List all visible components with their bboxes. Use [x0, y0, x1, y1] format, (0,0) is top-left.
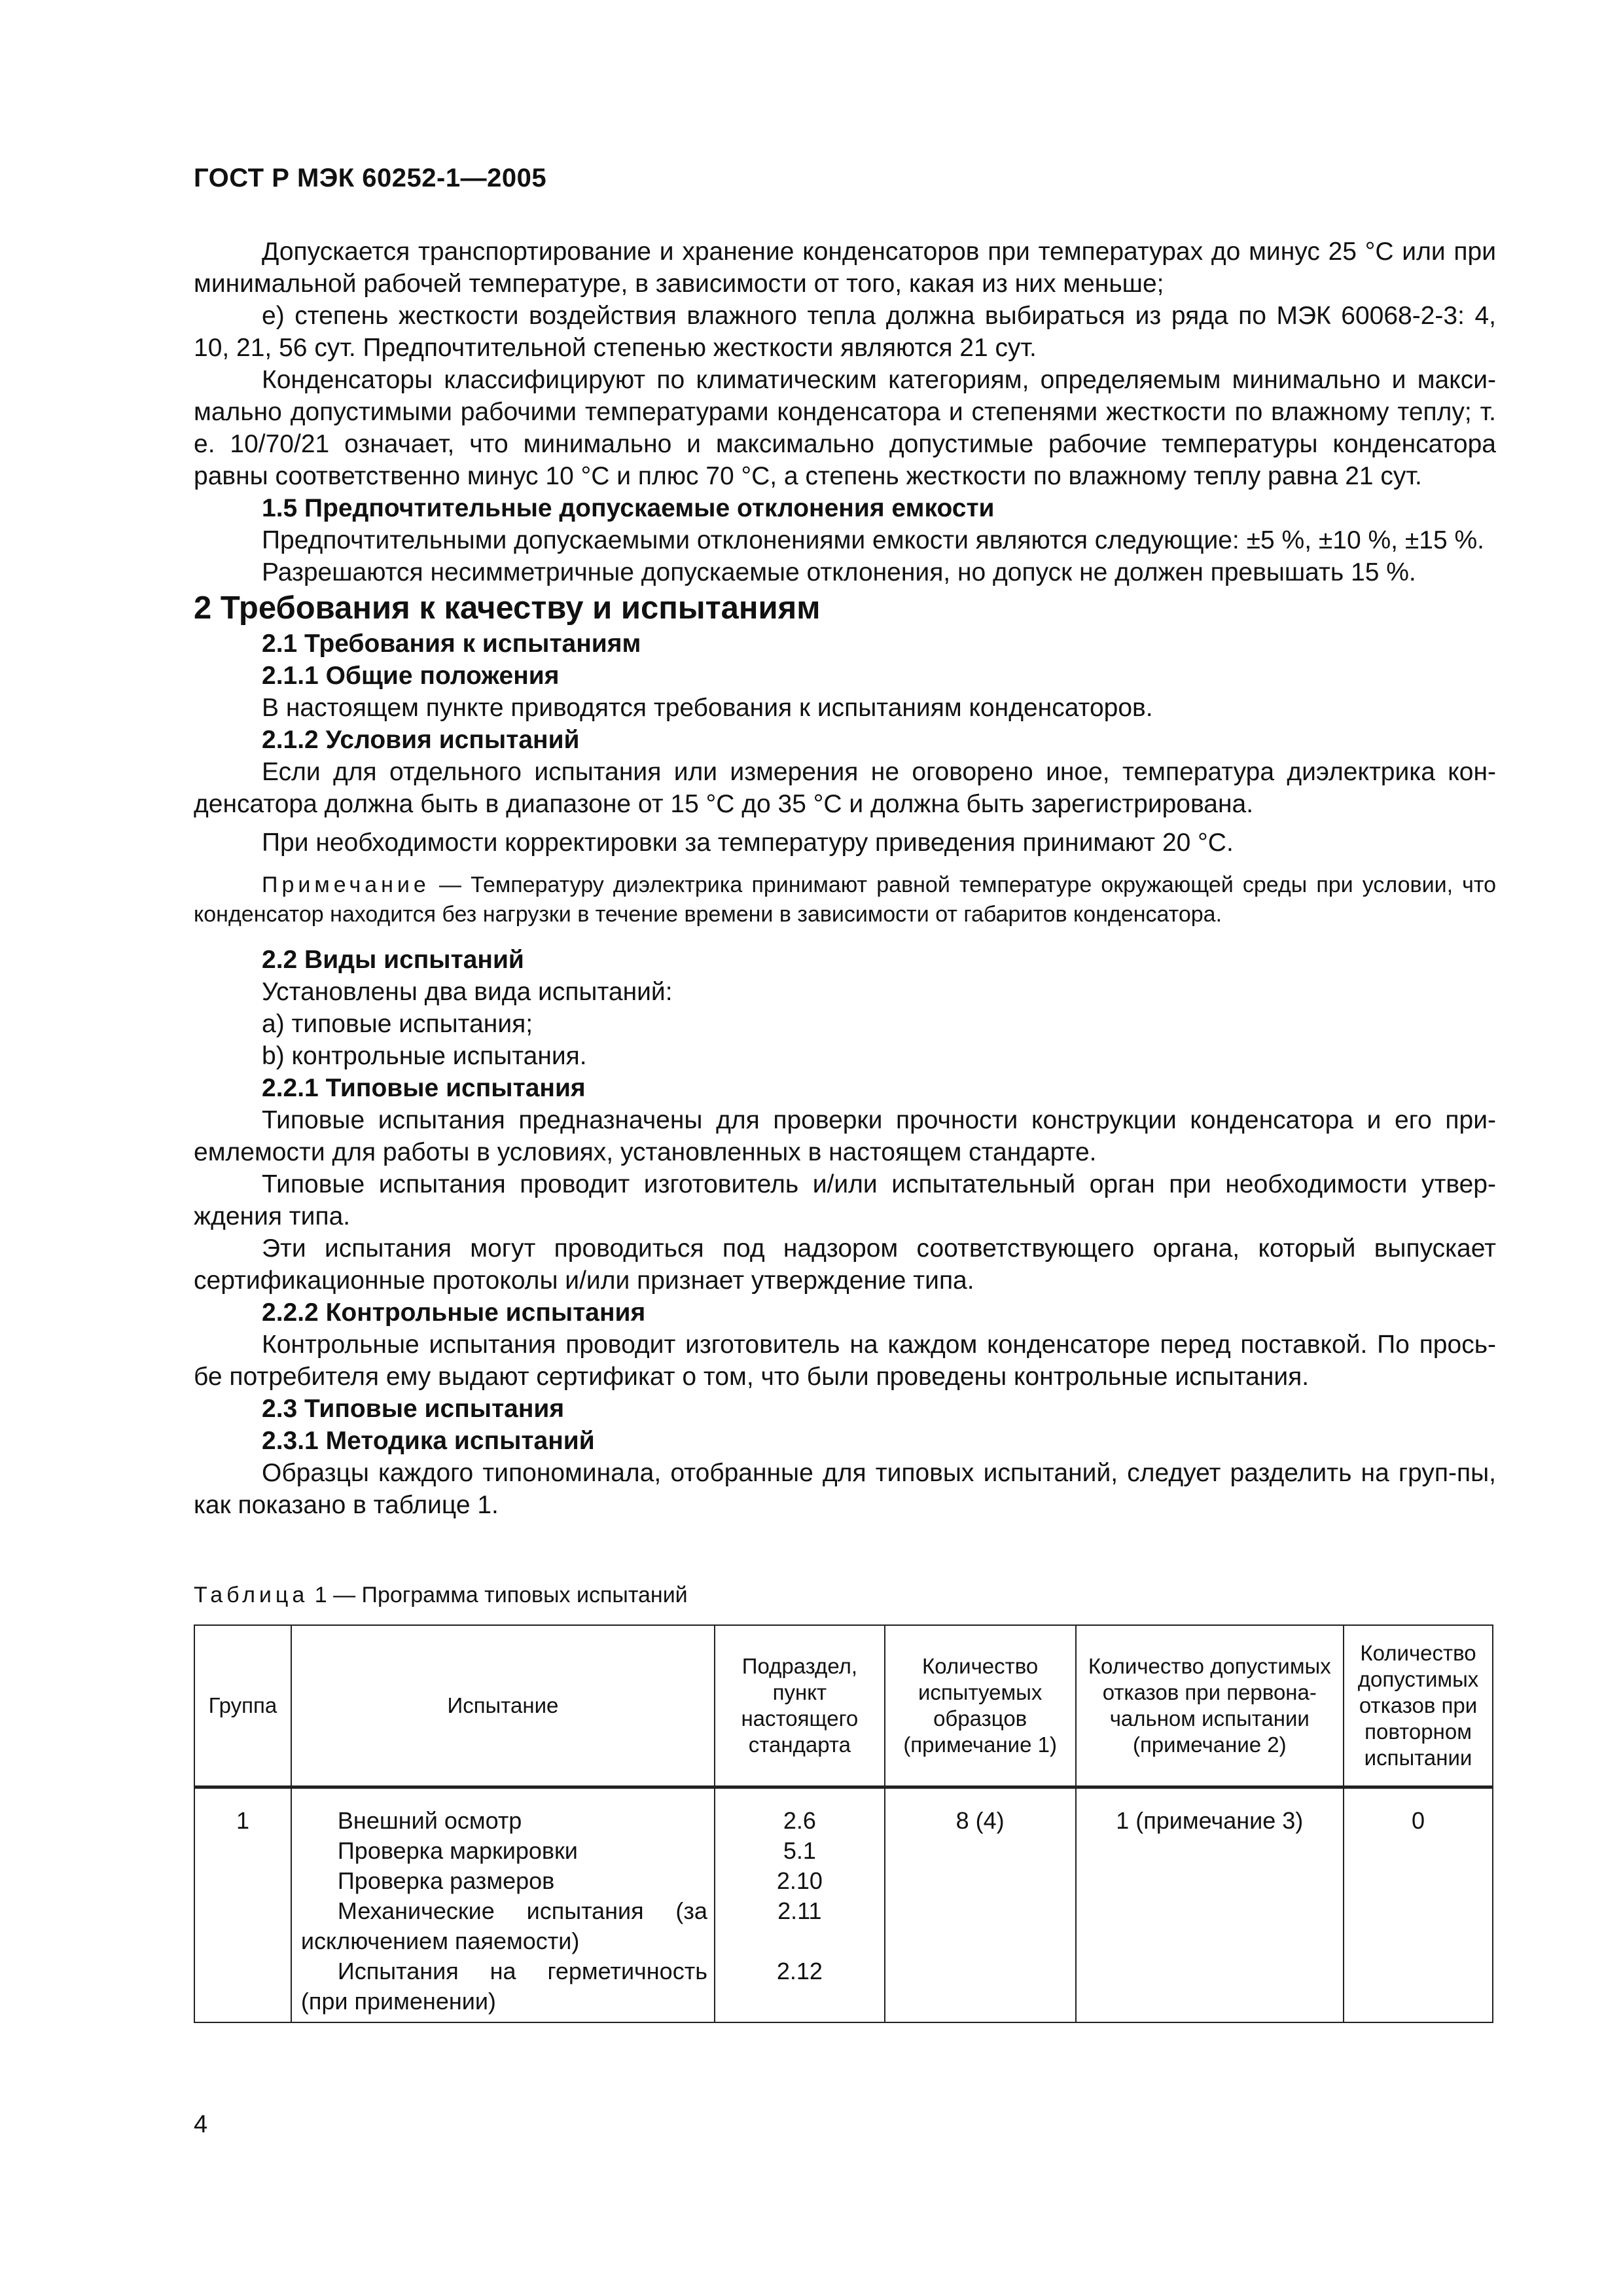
paragraph: Конденсаторы классифицируют по климатическим категориям, определяемым минимально и макси-мально допустимыми рабочими температурами конденсатора и степенями жесткости по влажному теплу; т. е. 10/70/21 означает, что минимально и максимально допустимые рабочие температуры конденсатора равны соответственно минус 10 °С и плюс 70 °С, а степень жесткости по влажному теплу равна 21 сут. [194, 366, 1496, 490]
table-row [194, 1787, 1493, 2023]
list-item: а) типовые испытания; [262, 1010, 533, 1038]
subsection-ref: 2.10 [776, 1867, 823, 1894]
repeat-failures-cell: 0 [1344, 1787, 1493, 2023]
paragraph: Контрольные испытания проводит изготовитель на каждом конденсаторе перед поставкой. По прось-бе потребителя ему выдают сертификат о том, что были проведены контрольные испытания. [194, 1331, 1496, 1391]
section-heading-2-1-1: 2.1.1 Общие положения [262, 662, 560, 690]
paragraph: Эти испытания могут проводиться под надзором соответствующего органа, который выпускает сертификационные протоколы и/или признает утверждение типа. [194, 1234, 1496, 1295]
section-heading-2-2-1: 2.2.1 Типовые испытания [262, 1074, 586, 1102]
note-label: Примечание [262, 872, 430, 897]
note-text: — Температуру диэлектрика принимают равной температуре окружающей среды при условии, что конденсатор находится без нагрузки в течение времени в зависимости от габаритов конденсатора. [194, 872, 1496, 927]
test-program-table [194, 1624, 1493, 2023]
column-header: Количество допустимых отказов при повторном испытании [1344, 1625, 1493, 1787]
test-name: Механические испытания (за исключением паяемости) [300, 1897, 707, 1954]
tests-cell [291, 1787, 715, 2023]
test-name: Проверка маркировки [337, 1837, 578, 1864]
section-heading-2-2-2: 2.2.2 Контрольные испытания [262, 1299, 646, 1327]
paragraph: Если для отдельного испытания или измерения не оговорено иное, температура диэлектрика кон-денсатора должна быть в диапазоне от 15 °С до 35 °С и должна быть зарегистрирована. [194, 758, 1496, 818]
document-body [194, 236, 1496, 1521]
table-caption-label: Таблица [194, 1583, 309, 1607]
paragraph: Типовые испытания предназначены для проверки прочности конструкции конденсатора и его при-емлемости для работы в условиях, установленных в настоящем стандарте. [194, 1106, 1496, 1166]
column-header: Группа [194, 1625, 291, 1787]
initial-failures-cell: 1 (примечание 3) [1076, 1787, 1344, 2023]
column-header: Количество испытуемых образцов (примечание 1) [885, 1625, 1076, 1787]
column-header: Подраздел, пункт настоящего стандарта [715, 1625, 885, 1787]
subsections-cell [715, 1787, 885, 2023]
section-heading-2-1: 2.1 Требования к испытаниям [262, 630, 641, 658]
table-caption [194, 1583, 688, 1608]
group-cell: 1 [194, 1787, 291, 2023]
paragraph: Типовые испытания проводит изготовитель и/или испытательный орган при необходимости утвер-ждения типа. [194, 1170, 1496, 1230]
paragraph: е) степень жесткости воздействия влажного тепла должна выбираться из ряда по МЭК 60068-2-3: 4, 10, 21, 56 сут. Предпочтительной степенью жесткости являются 21 сут. [194, 302, 1496, 362]
subsection-ref: 2.11 [777, 1897, 822, 1924]
section-heading-2-2: 2.2 Виды испытаний [262, 946, 524, 974]
chapter-heading-2: 2 Требования к качеству и испытаниям [194, 590, 821, 626]
paragraph: Образцы каждого типономинала, отобранные для типовых испытаний, следует разделить на груп-пы, как показано в таблице 1. [194, 1459, 1496, 1519]
list-item: b) контрольные испытания. [262, 1042, 587, 1070]
subsection-ref: 2.6 [783, 1807, 816, 1834]
column-header: Количество допустимых отказов при первона-чальном испытании (примечание 2) [1076, 1625, 1344, 1787]
page-number: 4 [194, 2111, 208, 2138]
section-heading-2-3: 2.3 Типовые испытания [262, 1395, 565, 1423]
subsection-ref: 5.1 [783, 1837, 816, 1864]
table-caption-text: 1 — Программа типовых испытаний [308, 1583, 688, 1607]
test-name: Проверка размеров [337, 1867, 555, 1894]
subsection-ref: 2.12 [776, 1958, 823, 1984]
samples-cell: 8 (4) [885, 1787, 1076, 2023]
test-name: Внешний осмотр [337, 1807, 522, 1834]
note [194, 870, 1496, 929]
paragraph: Разрешаются несимметричные допускаемые отклонения, но допуск не должен превышать 15 %. [262, 558, 1416, 586]
column-header: Испытание [291, 1625, 715, 1787]
section-heading-1-5: 1.5 Предпочтительные допускаемые отклонения емкости [262, 494, 995, 522]
paragraph: Допускается транспортирование и хранение конденсаторов при температурах до минус 25 °С или при минимальной рабочей температуре, в зависимости от того, какая из них меньше; [194, 238, 1496, 298]
test-name: Испытания на герметичность (при применении) [300, 1958, 707, 2015]
document-header: ГОСТ Р МЭК 60252-1—2005 [194, 164, 547, 192]
table-header-row [194, 1625, 1493, 1787]
section-heading-2-1-2: 2.1.2 Условия испытаний [262, 726, 580, 754]
section-heading-2-3-1: 2.3.1 Методика испытаний [262, 1427, 595, 1455]
paragraph: В настоящем пункте приводятся требования к испытаниям конденсаторов. [262, 694, 1153, 722]
paragraph: Установлены два вида испытаний: [262, 978, 673, 1006]
paragraph: При необходимости корректировки за температуру приведения принимают 20 °С. [262, 829, 1234, 857]
paragraph: Предпочтительными допускаемыми отклонениями емкости являются следующие: ±5 %, ±10 %, ±15 %. [262, 526, 1484, 554]
